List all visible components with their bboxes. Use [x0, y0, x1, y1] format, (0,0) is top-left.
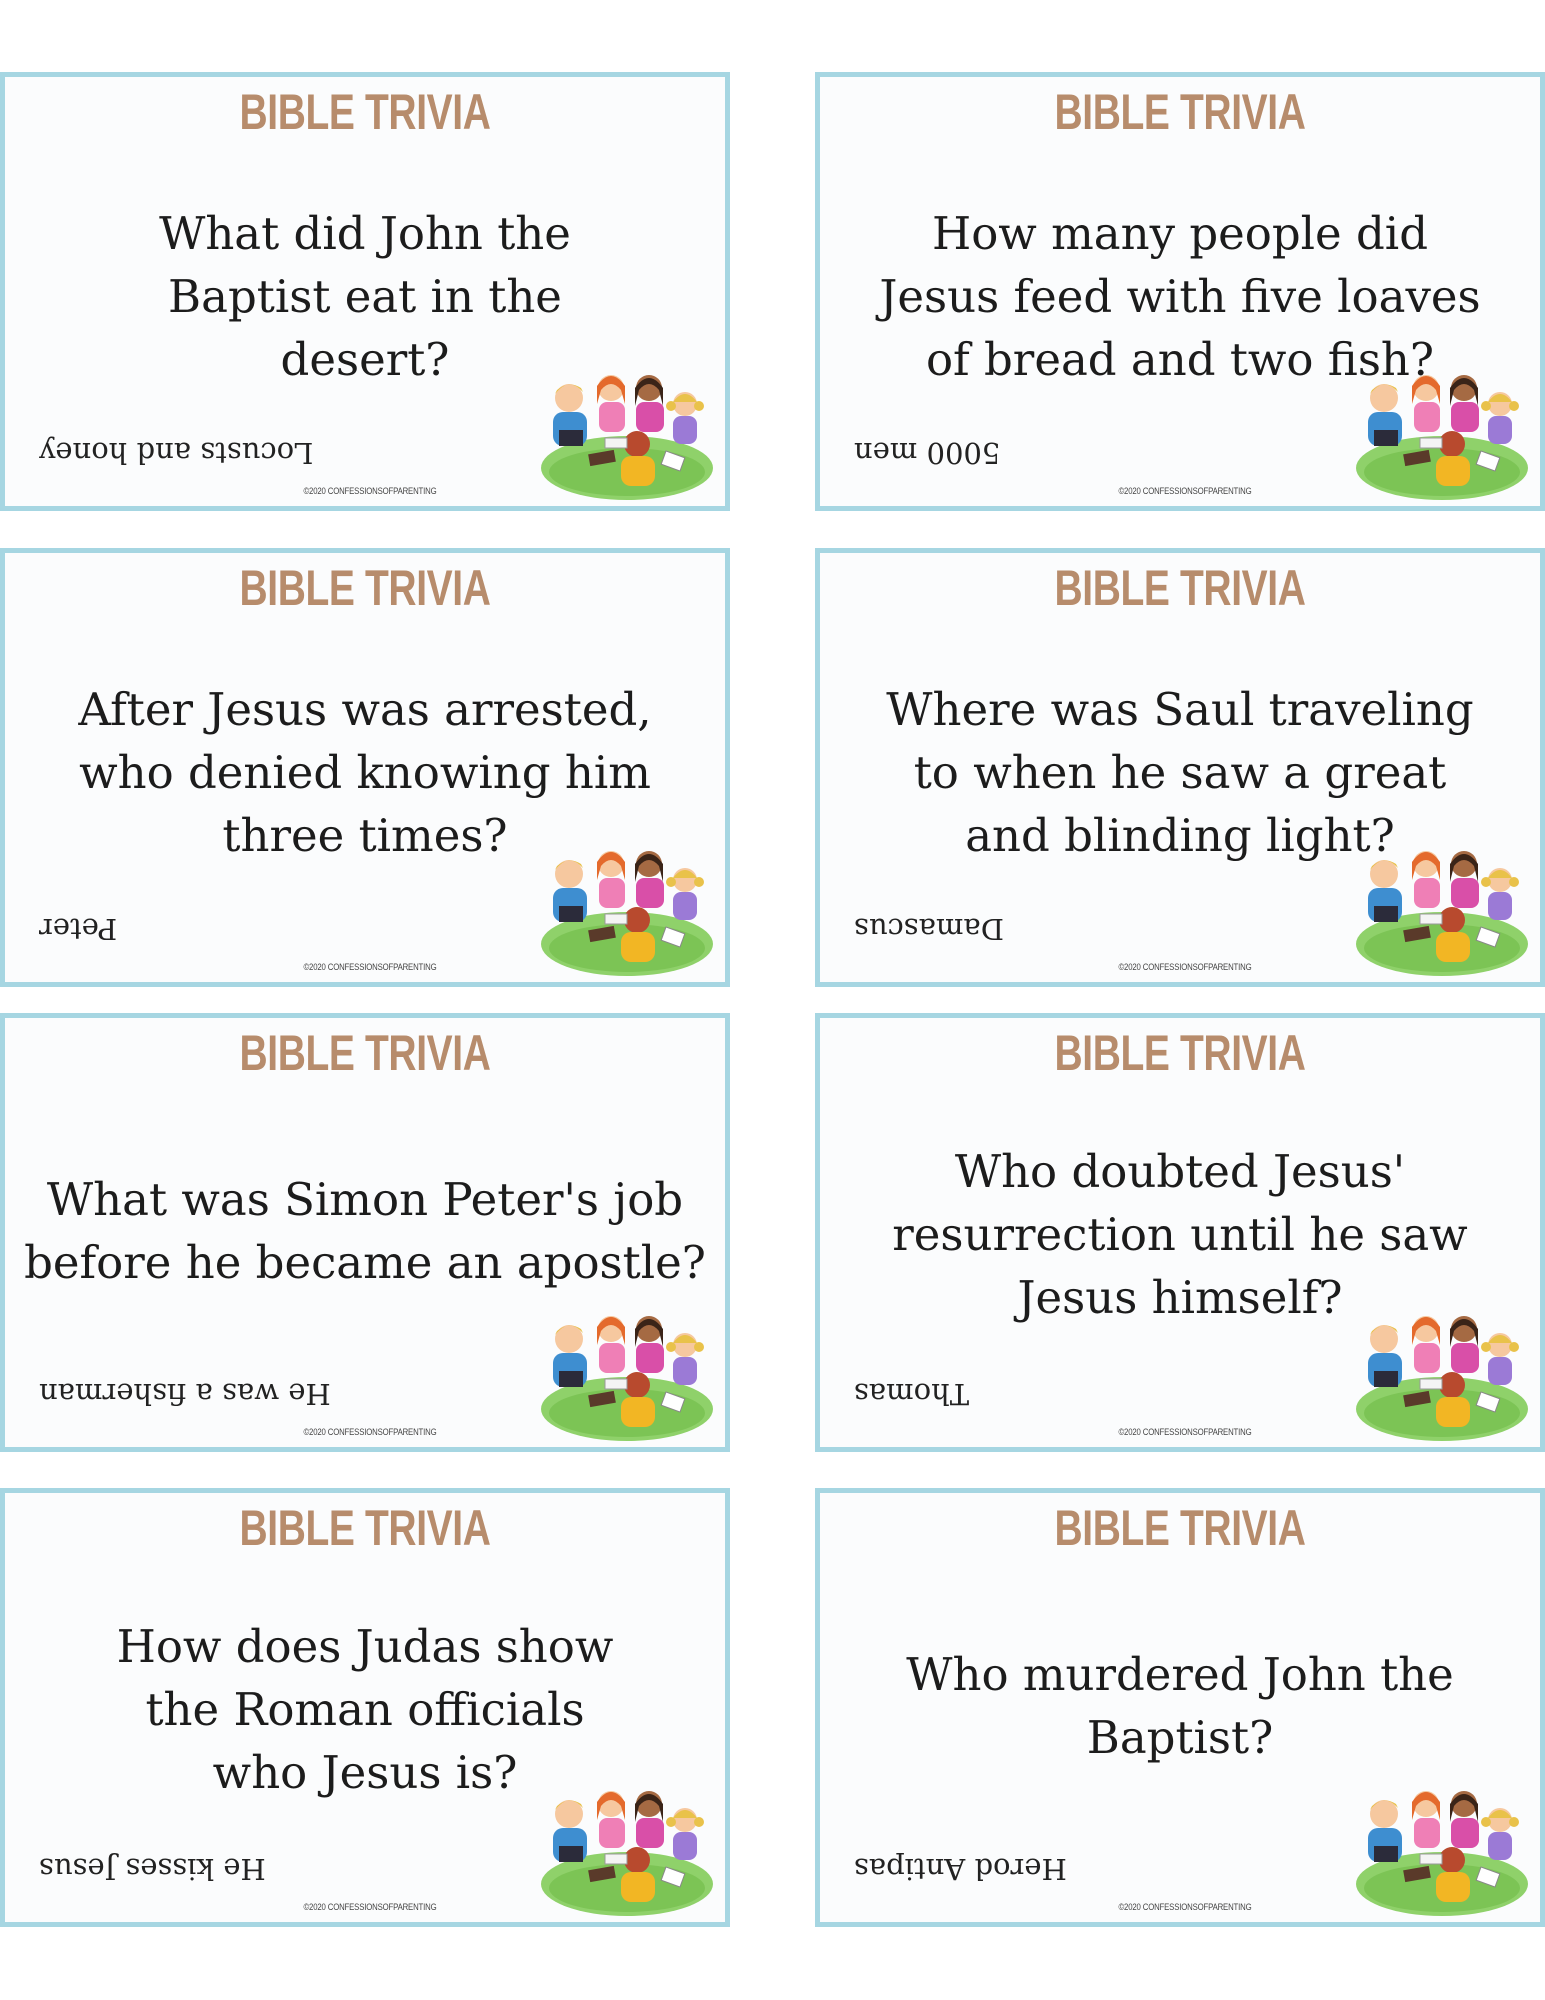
trivia-card — [0, 1488, 730, 1927]
trivia-card — [815, 72, 1545, 511]
card-question: How many people did Jesus feed with five loaves of bread and two fish? — [879, 207, 1481, 386]
card-answer: Herod Antipas — [854, 1852, 1067, 1886]
card-heading: BIBLE TRIVIA — [1054, 84, 1306, 140]
card-copyright: ©2020 CONFESSIONSOFPARENTING — [303, 486, 437, 497]
children-reading-bible-illustration — [539, 360, 715, 500]
card-question: How does Judas show the Roman officials who Jesus is? — [116, 1620, 614, 1799]
card-answer: 5000 men — [854, 436, 1001, 470]
card-answer: Peter — [39, 912, 118, 946]
card-question: Who murdered John the Baptist? — [906, 1648, 1454, 1764]
card-heading: BIBLE TRIVIA — [239, 1500, 491, 1556]
card-heading: BIBLE TRIVIA — [239, 1025, 491, 1081]
trivia-card — [0, 548, 730, 987]
card-heading: BIBLE TRIVIA — [1054, 560, 1306, 616]
trivia-card — [815, 1488, 1545, 1927]
card-heading: BIBLE TRIVIA — [1054, 1025, 1306, 1081]
card-heading: BIBLE TRIVIA — [239, 560, 491, 616]
children-reading-bible-illustration — [1354, 1776, 1530, 1916]
card-heading: BIBLE TRIVIA — [1054, 1500, 1306, 1556]
children-reading-bible-illustration — [1354, 1301, 1530, 1441]
card-question: After Jesus was arrested, who denied knowing him three times? — [78, 683, 652, 862]
trivia-card — [815, 548, 1545, 987]
card-question: What did John the Baptist eat in the desert? — [159, 207, 571, 386]
children-reading-bible-illustration — [539, 1301, 715, 1441]
trivia-card — [0, 72, 730, 511]
card-answer: Damascus — [854, 912, 1005, 946]
card-question: Who doubted Jesus' resurrection until he saw Jesus himself? — [892, 1145, 1468, 1324]
card-copyright: ©2020 CONFESSIONSOFPARENTING — [303, 1902, 437, 1913]
card-answer: He kisses Jesus — [39, 1852, 266, 1886]
children-reading-bible-illustration — [1354, 836, 1530, 976]
card-copyright: ©2020 CONFESSIONSOFPARENTING — [1118, 1427, 1252, 1438]
card-question: Where was Saul traveling to when he saw a great and blinding light? — [886, 683, 1474, 862]
trivia-card — [815, 1013, 1545, 1452]
card-copyright: ©2020 CONFESSIONSOFPARENTING — [1118, 962, 1252, 973]
card-heading: BIBLE TRIVIA — [239, 84, 491, 140]
children-reading-bible-illustration — [539, 836, 715, 976]
card-answer: He was a fisherman — [39, 1377, 331, 1411]
card-copyright: ©2020 CONFESSIONSOFPARENTING — [1118, 486, 1252, 497]
card-question: What was Simon Peter's job before he became an apostle? — [24, 1173, 706, 1289]
children-reading-bible-illustration — [1354, 360, 1530, 500]
card-copyright: ©2020 CONFESSIONSOFPARENTING — [1118, 1902, 1252, 1913]
card-answer: Locusts and honey — [39, 436, 314, 470]
trivia-card — [0, 1013, 730, 1452]
card-copyright: ©2020 CONFESSIONSOFPARENTING — [303, 962, 437, 973]
card-answer: Thomas — [854, 1377, 970, 1411]
children-reading-bible-illustration — [539, 1776, 715, 1916]
card-copyright: ©2020 CONFESSIONSOFPARENTING — [303, 1427, 437, 1438]
